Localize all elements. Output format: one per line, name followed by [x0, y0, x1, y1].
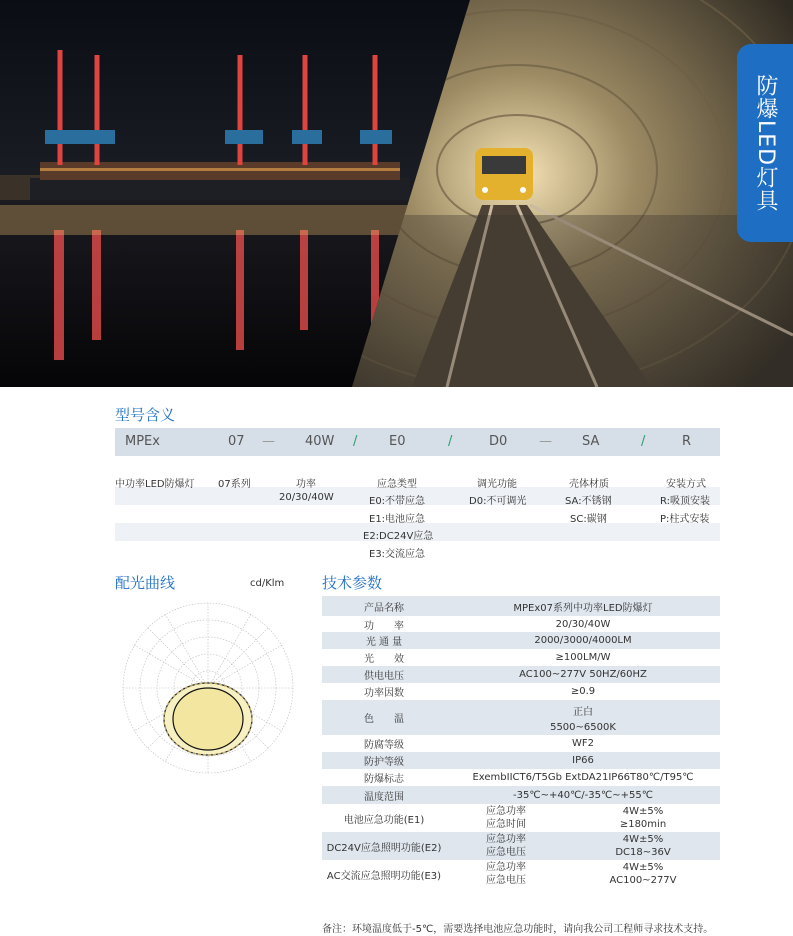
desc-mounting-p: P:柱式安装 — [660, 514, 710, 525]
light-distribution-curve — [113, 598, 303, 776]
spec-value: WF2 — [446, 735, 720, 752]
spec-row — [322, 700, 720, 735]
spec-label: 防腐等级 — [322, 735, 446, 752]
desc-head-power: 功率 — [296, 479, 316, 490]
desc-emergency-e2: E2:DC24V应急 — [363, 531, 434, 542]
spec-value-line: 5500~6500K — [550, 721, 616, 733]
spec-label: 温度范围 — [322, 786, 446, 804]
footnote: 备注：环境温度低于-5℃，需要选择电池应急功能时，请向我公司工程师寻求技术支持。 — [322, 924, 714, 935]
spec-label: 功率因数 — [322, 683, 446, 700]
emergency-value: DC18~36V — [615, 847, 671, 858]
spec-value: ≥100LM/W — [446, 649, 720, 666]
desc-emergency-e0: E0:不带应急 — [369, 496, 426, 507]
hero-banner — [0, 0, 793, 387]
code-dash: — — [539, 434, 552, 449]
spec-label: 色 温 — [322, 700, 446, 735]
spec-row — [322, 666, 720, 683]
spec-value: ExembIICT6/T5Gb ExtDA21IP66T80℃/T95℃ — [446, 769, 720, 786]
emergency-value: ≥180min — [619, 819, 667, 830]
spec-value: AC100~277V 50HZ/60HZ — [446, 666, 720, 683]
emergency-key: 应急功率 — [486, 834, 526, 845]
spec-row — [322, 769, 720, 786]
emergency-key: 应急电压 — [486, 875, 526, 886]
spec-row — [322, 616, 720, 632]
emergency-key: 应急功率 — [486, 862, 526, 873]
spec-row — [322, 752, 720, 769]
spec-value: 2000/3000/4000LM — [446, 632, 720, 649]
spec-label: 供电电压 — [322, 666, 446, 683]
desc-head-series: 07系列 — [218, 479, 251, 490]
emergency-label: AC交流应急照明功能(E3) — [322, 860, 446, 888]
code-slash: / — [641, 434, 646, 449]
emergency-row — [322, 832, 720, 860]
code-power: 40W — [305, 434, 335, 449]
code-slash: / — [353, 434, 358, 449]
spec-label: 光 效 — [322, 649, 446, 666]
spec-row — [322, 596, 720, 616]
emergency-key: 应急功率 — [486, 806, 526, 817]
emergency-value: 4W±5% — [622, 834, 664, 845]
desc-head-type: 中功率LED防爆灯 — [115, 479, 195, 490]
tech-section-title: 技术参数 — [322, 575, 383, 592]
desc-head-dimming: 调光功能 — [477, 479, 517, 490]
product-category-tab: 防爆LED灯具 — [737, 44, 793, 242]
model-code-bar — [115, 428, 720, 456]
spec-row — [322, 649, 720, 666]
spec-value: MPEx07系列中功率LED防爆灯 — [446, 596, 720, 616]
code-slash: / — [448, 434, 453, 449]
curve-unit: cd/Klm — [250, 578, 285, 589]
code-mounting: R — [682, 434, 692, 449]
emergency-row — [322, 860, 720, 888]
emergency-key: 应急电压 — [486, 847, 526, 858]
spec-label: 光 通 量 — [322, 632, 446, 649]
model-section-title: 型号含义 — [115, 407, 176, 424]
spec-row — [322, 683, 720, 700]
spec-value: ≥0.9 — [446, 683, 720, 700]
spec-value: -35℃~+40℃/-35℃~+55℃ — [446, 786, 720, 804]
emergency-value: 4W±5% — [622, 862, 664, 873]
desc-head-mounting: 安装方式 — [666, 479, 706, 490]
desc-mounting-r: R:吸顶安装 — [660, 496, 711, 507]
curve-section-title: 配光曲线 — [115, 575, 176, 592]
desc-material-sc: SC:碳钢 — [570, 514, 607, 525]
spec-row — [322, 735, 720, 752]
desc-head-emergency: 应急类型 — [377, 479, 417, 490]
spec-label: 防护等级 — [322, 752, 446, 769]
spec-row — [322, 632, 720, 649]
code-emergency: E0 — [389, 434, 406, 449]
emergency-value: 4W±5% — [622, 806, 664, 817]
emergency-key: 应急时间 — [486, 819, 526, 830]
code-dash: — — [262, 434, 275, 449]
emergency-label: DC24V应急照明功能(E2) — [322, 832, 446, 860]
desc-dimming-d0: D0:不可调光 — [469, 496, 527, 507]
spec-label: 产品名称 — [322, 596, 446, 616]
emergency-label: 电池应急功能(E1) — [322, 804, 446, 832]
code-dimming: D0 — [489, 434, 508, 449]
desc-power-value: 20/30/40W — [279, 492, 334, 503]
desc-head-material: 壳体材质 — [569, 479, 609, 490]
spec-row — [322, 786, 720, 804]
code-number: 07 — [228, 434, 245, 449]
code-material: SA — [582, 434, 600, 449]
desc-material-sa: SA:不锈钢 — [565, 496, 612, 507]
spec-value-line: 正白 — [573, 706, 593, 718]
spec-value: IP66 — [446, 752, 720, 769]
desc-emergency-e1: E1:电池应急 — [369, 514, 426, 525]
spec-value: 20/30/40W — [446, 616, 720, 632]
spec-label: 防爆标志 — [322, 769, 446, 786]
emergency-row — [322, 804, 720, 832]
spec-label: 功 率 — [322, 616, 446, 632]
emergency-value: AC100~277V — [609, 875, 677, 886]
code-series: MPEx — [125, 434, 160, 449]
desc-emergency-e3: E3:交流应急 — [369, 549, 426, 560]
spec-table — [322, 596, 720, 888]
spec-value — [446, 700, 720, 735]
